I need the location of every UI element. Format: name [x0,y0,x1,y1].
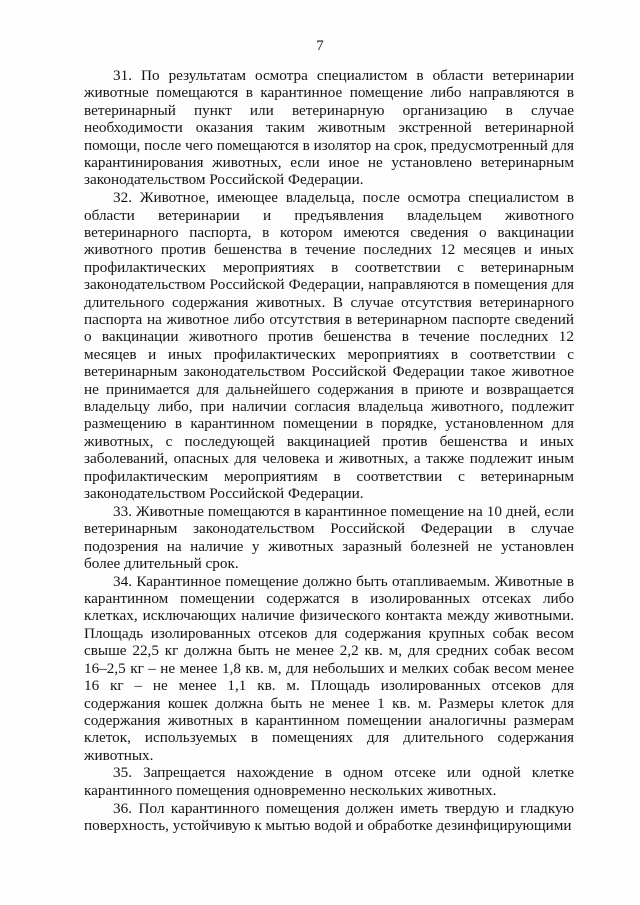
paragraph-36: 36. Пол карантинного помещения должен иметь твердую и гладкую поверхность, устойчивую к мытью водой и обработке дезинфицирующими [84,799,574,834]
paragraph-34: 34. Карантинное помещение должно быть отапливаемым. Животные в карантинном помещении содержатся в изолированных отсеках либо клетках, исключающих наличие физического контакта между животными. Площадь изолированных отсеков для содержания крупных собак весом свыше 22,5 кг должна быть не менее 2,2 кв. м, для средних собак весом 16–2,5 кг – не менее 1,8 кв. м, для небольших и мелких собак весом менее 16 кг – не менее 1,1 кв. м. Площадь изолированных отсеков для содержания кошек должна быть не менее 1 кв. м. Размеры клеток для содержания животных в карантинном помещении аналогичны размерам клеток, используемых в помещениях для длительного содержания животных. [84,572,574,764]
paragraph-31: 31. По результатам осмотра специалистом в области ветеринарии животные помещаются в карантинное помещение либо направляются в ветеринарный пункт или ветеринарную организацию в случае необходимости оказания таким животным экстренной ветеринарной помощи, после чего помещаются в изолятор на срок, предусмотренный для карантинирования животных, если иное не установлено ветеринарным законодательством Российской Федерации. [84,67,574,189]
paragraph-35: 35. Запрещается нахождение в одном отсеке или одной клетке карантинного помещения одновременно нескольких животных. [84,764,574,799]
document-body [84,67,574,835]
page-number: 7 [316,38,324,54]
paragraph-33: 33. Животные помещаются в карантинное помещение на 10 дней, если ветеринарным законодательством Российской Федерации в случае подозрения на наличие у животных заразный болезней не установлен более длительный срок. [84,502,574,572]
paragraph-32: 32. Животное, имеющее владельца, после осмотра специалистом в области ветеринарии и предъявления владельцем животного ветеринарного паспорта, в котором имеются сведения о вакцинации животного против бешенства в течение последних 12 месяцев и иных профилактических мероприятиях в соответствии с ветеринарным законодательством Российской Федерации, направляются в помещения для длительного содержания животных. В случае отсутствия ветеринарного паспорта на животное либо отсутствия в ветеринарном паспорте сведений о вакцинации животного против бешенства в течение последних 12 месяцев и иных профилактических мероприятиях в соответствии с ветеринарным законодательством Российской Федерации такое животное не принимается для дальнейшего содержания в приюте и возвращается владельцу либо, при наличии согласия владельца животного, подлежит размещению в карантинном помещении в порядке, установленном для животных, с последующей вакцинацией против бешенства и иных заболеваний, опасных для человека и животных, а также подлежит иным профилактическим мероприятиям в соответствии с ветеринарным законодательством Российской Федерации. [84,189,574,503]
